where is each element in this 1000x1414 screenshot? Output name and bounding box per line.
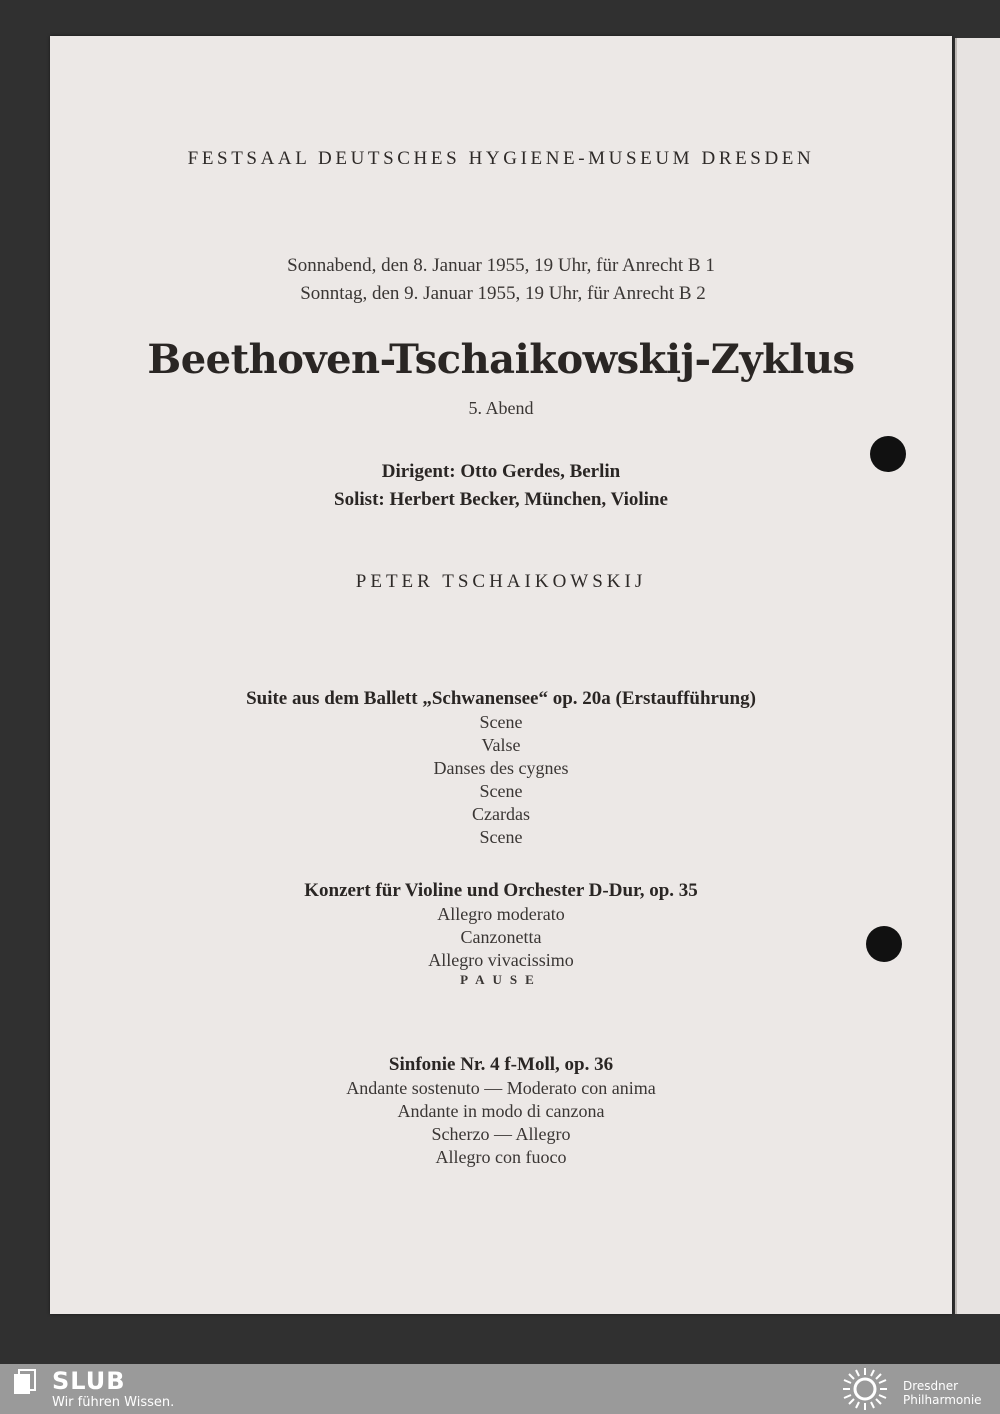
concert-subtitle: 5. Abend <box>468 398 534 418</box>
slub-tagline: Wir führen Wissen. <box>52 1395 175 1410</box>
date-line-1: Sonnabend, den 8. Januar 1955, 19 Uhr, für Anrecht B 1 <box>287 255 715 276</box>
work-title: Sinfonie Nr. 4 f-Moll, op. 36 <box>388 1054 614 1075</box>
conductor-line: Dirigent: Otto Gerdes, Berlin <box>381 461 621 482</box>
dp-name-line-2: Philharmonie <box>903 1393 982 1407</box>
punch-hole-bottom <box>866 926 902 962</box>
adjacent-page-edge <box>955 38 1000 1314</box>
movement: Allegro moderato <box>437 904 565 924</box>
movement: Czardas <box>472 804 530 824</box>
work-symphony-4 <box>50 1053 952 1169</box>
movement: Valse <box>481 735 521 755</box>
movement: Allegro con fuoco <box>435 1147 567 1167</box>
work-swan-lake-suite <box>50 687 952 849</box>
movement: Danses des cygnes <box>433 758 569 778</box>
work-violin-concerto <box>50 879 952 972</box>
movement: Andante sostenuto — Moderato con anima <box>346 1078 656 1098</box>
work-title: Konzert für Violine und Orchester D-Dur, op. 35 <box>304 880 698 901</box>
performance-dates <box>50 252 952 308</box>
date-line-2: Sonntag, den 9. Januar 1955, 19 Uhr, für Anrecht B 2 <box>300 283 706 304</box>
soloist-line: Solist: Herbert Becker, München, Violine <box>334 489 668 510</box>
composer-heading: PETER TSCHAIKOWSKIJ <box>355 571 647 592</box>
movement: Scherzo — Allegro <box>431 1124 571 1144</box>
viewer-footer-bar <box>0 1364 1000 1414</box>
movement: Allegro vivacissimo <box>428 950 574 970</box>
movement: Scene <box>479 827 523 847</box>
intermission-label: PAUSE <box>460 972 542 987</box>
venue-heading: FESTSAAL DEUTSCHES HYGIENE-MUSEUM DRESDEN <box>187 148 815 169</box>
punch-hole-top <box>870 436 906 472</box>
slub-name[interactable]: SLUB <box>52 1367 126 1395</box>
performer-credits <box>50 458 952 514</box>
dresdner-philharmonie-name[interactable] <box>903 1379 997 1407</box>
movement: Scene <box>479 781 523 801</box>
slub-book-icon[interactable] <box>12 1368 38 1396</box>
work-title: Suite aus dem Ballett „Schwanensee“ op. 20a (Erstaufführung) <box>246 688 756 709</box>
movement: Canzonetta <box>460 927 542 947</box>
program-page <box>50 36 952 1314</box>
dresdner-philharmonie-sunburst-icon[interactable] <box>840 1366 890 1412</box>
concert-title: Beethoven-Tschaikowskij-Zyklus <box>147 336 855 383</box>
dp-name-line-1: Dresdner <box>903 1379 959 1393</box>
movement: Scene <box>479 712 523 732</box>
movement: Andante in modo di canzona <box>397 1101 605 1121</box>
